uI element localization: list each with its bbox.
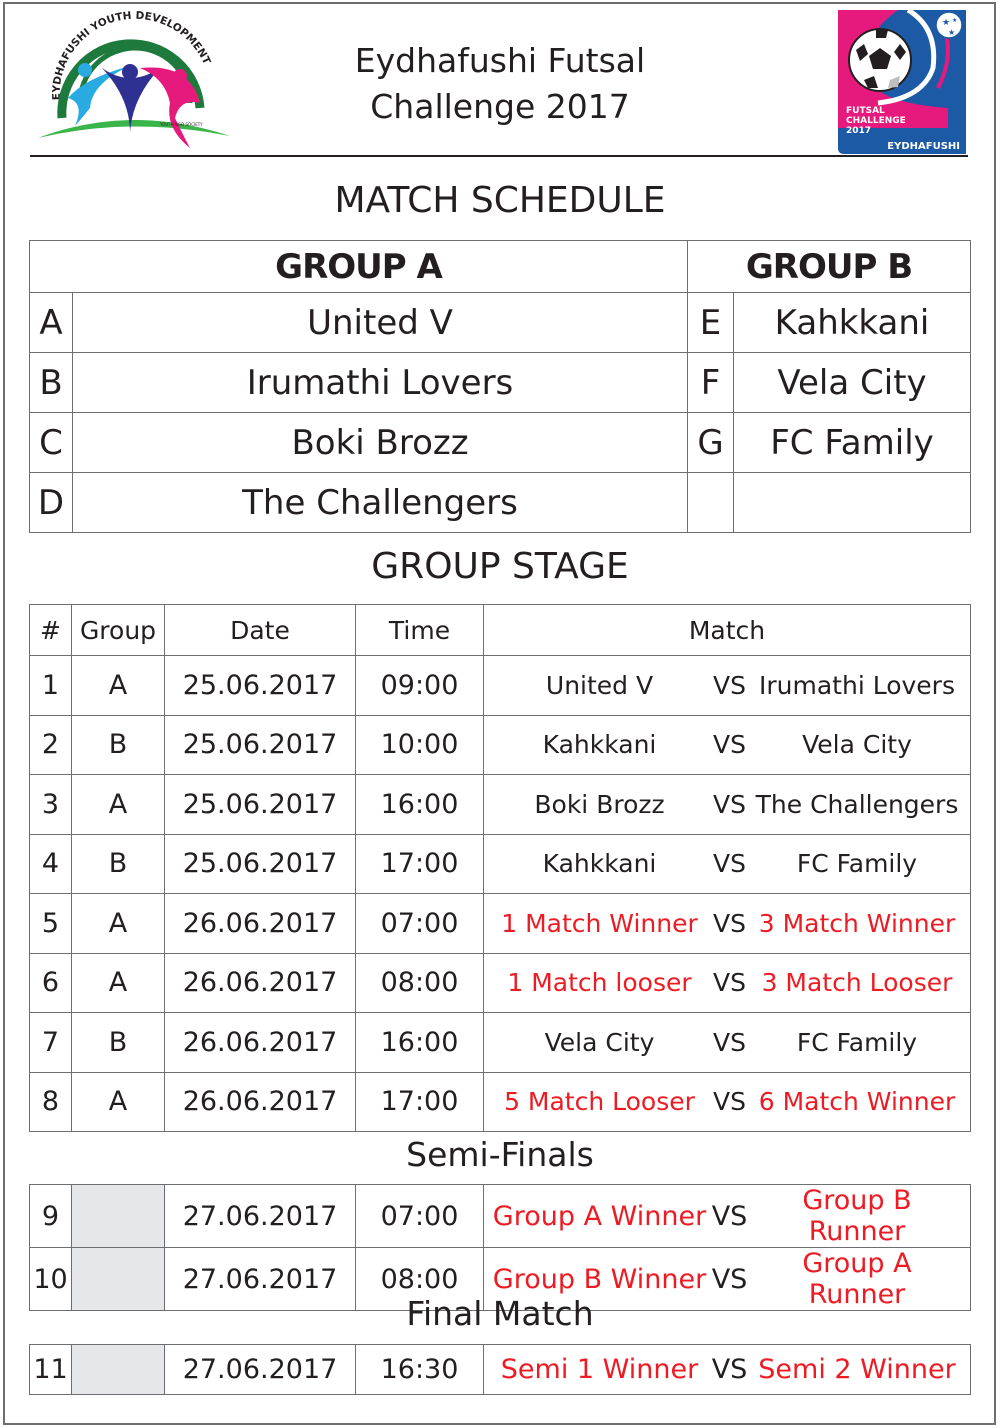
match-group: A	[72, 775, 165, 835]
empty-letter-cell	[688, 473, 734, 533]
match-pairing	[484, 1345, 970, 1394]
table-row	[30, 894, 971, 954]
final-match-title: Final Match	[406, 1294, 594, 1333]
team-name: FC Family	[734, 413, 971, 473]
team-letter: E	[688, 293, 734, 353]
table-row	[30, 775, 971, 835]
header-divider	[30, 155, 968, 157]
match-pairing	[484, 775, 970, 834]
match-group	[72, 1185, 165, 1248]
home-team: Group B Winner	[492, 1263, 707, 1295]
vs-label: VS	[713, 670, 746, 700]
match-cell	[484, 1072, 971, 1132]
match-date: 27.06.2017	[165, 1248, 356, 1311]
match-time: 17:00	[356, 834, 484, 894]
match-number: 10	[30, 1248, 72, 1311]
match-date: 26.06.2017	[165, 1013, 356, 1073]
table-row	[30, 1072, 971, 1132]
match-cell	[484, 953, 971, 1013]
team-letter: C	[30, 413, 73, 473]
home-team: Vela City	[544, 1027, 655, 1057]
logo-line-3: 2017	[846, 126, 872, 136]
team-letter: F	[688, 353, 734, 413]
match-time: 08:00	[356, 953, 484, 1013]
away-team: 3 Match Looser	[761, 968, 953, 998]
title-line-2: Challenge 2017	[370, 87, 630, 126]
stars-ball-icon	[936, 12, 962, 38]
match-date: 26.06.2017	[165, 894, 356, 954]
team-name: Irumathi Lovers	[73, 353, 688, 413]
match-number: 2	[30, 715, 72, 775]
match-date: 26.06.2017	[165, 1072, 356, 1132]
match-time: 16:00	[356, 775, 484, 835]
table-row	[30, 715, 971, 775]
page-title	[250, 38, 750, 130]
match-time: 16:00	[356, 1013, 484, 1073]
match-date: 27.06.2017	[165, 1345, 356, 1395]
away-team: 3 Match Winner	[758, 908, 956, 938]
vs-label: VS	[713, 908, 746, 938]
col-header-group: Group	[72, 605, 165, 656]
match-pairing	[484, 835, 970, 894]
group-b-header: GROUP B	[688, 241, 971, 293]
team-letter: A	[30, 293, 73, 353]
table-header-row	[30, 605, 971, 656]
match-number: 1	[30, 656, 72, 716]
match-group: A	[72, 656, 165, 716]
table-row	[30, 1345, 971, 1395]
match-number: 7	[30, 1013, 72, 1073]
home-team: Boki Brozz	[534, 789, 665, 819]
teams-table	[29, 240, 971, 533]
vs-label: VS	[711, 1354, 748, 1385]
match-time: 08:00	[356, 1248, 484, 1311]
col-header-num: #	[30, 605, 72, 656]
match-number: 3	[30, 775, 72, 835]
vs-label: VS	[711, 1200, 748, 1232]
svg-text:★: ★	[948, 28, 956, 37]
match-group	[72, 1345, 165, 1395]
match-date: 25.06.2017	[165, 834, 356, 894]
futsal-challenge-logo	[838, 8, 966, 154]
away-team: Irumathi Lovers	[759, 670, 955, 700]
match-number: 11	[30, 1345, 72, 1395]
away-team: Group B Runner	[802, 1185, 912, 1247]
semi-finals-title: Semi-Finals	[406, 1135, 594, 1174]
match-date: 27.06.2017	[165, 1185, 356, 1248]
match-cell	[484, 1185, 971, 1248]
match-schedule-title: MATCH SCHEDULE	[334, 180, 666, 221]
match-group: A	[72, 1072, 165, 1132]
match-pairing	[484, 1185, 970, 1247]
match-group: B	[72, 715, 165, 775]
match-group: B	[72, 834, 165, 894]
away-team: Group A Runner	[802, 1248, 912, 1310]
soccer-ball-icon	[849, 29, 911, 91]
home-team: Group A Winner	[492, 1200, 707, 1232]
match-cell	[484, 894, 971, 954]
away-team: Semi 2 Winner	[758, 1354, 956, 1385]
empty-team-cell	[734, 473, 971, 533]
match-cell	[484, 775, 971, 835]
match-number: 5	[30, 894, 72, 954]
team-name: Boki Brozz	[73, 413, 688, 473]
match-cell	[484, 656, 971, 716]
match-pairing	[484, 716, 970, 775]
away-team: FC Family	[796, 1027, 918, 1057]
team-name: Kahkkani	[734, 293, 971, 353]
logo-arc-text: EYDHAFUSHI YOUTH DEVELOPMENT	[50, 9, 213, 101]
match-cell	[484, 834, 971, 894]
match-date: 26.06.2017	[165, 953, 356, 1013]
title-line-1: Eydhafushi Futsal	[354, 41, 646, 80]
match-date: 25.06.2017	[165, 656, 356, 716]
home-team: United V	[545, 670, 654, 700]
svg-text:★: ★	[942, 18, 951, 28]
match-pairing	[484, 1013, 970, 1072]
group-stage-title: GROUP STAGE	[371, 546, 629, 587]
match-number: 8	[30, 1072, 72, 1132]
away-team: The Challengers	[755, 789, 959, 819]
vs-label: VS	[713, 789, 746, 819]
team-name: The Challengers	[73, 473, 688, 533]
home-team: 5 Match Looser	[504, 1087, 695, 1117]
vs-label: VS	[713, 968, 746, 998]
table-row	[30, 834, 971, 894]
match-time: 07:00	[356, 894, 484, 954]
team-letter: G	[688, 413, 734, 473]
match-cell	[484, 715, 971, 775]
match-number: 6	[30, 953, 72, 1013]
away-team: FC Family	[796, 849, 918, 879]
team-row	[30, 473, 971, 533]
vs-label: VS	[713, 849, 746, 879]
match-pairing	[484, 894, 970, 953]
match-group: B	[72, 1013, 165, 1073]
logo-sub-text: YOUTH NGO SOCIETY	[160, 122, 203, 127]
match-time: 16:30	[356, 1345, 484, 1395]
home-team: 1 Match Winner	[501, 908, 698, 938]
vs-label: VS	[711, 1263, 748, 1295]
table-row	[30, 1013, 971, 1073]
home-team: Kahkkani	[542, 730, 657, 760]
col-header-date: Date	[165, 605, 356, 656]
group-a-header: GROUP A	[30, 241, 688, 293]
team-letter: B	[30, 353, 73, 413]
header	[0, 0, 1000, 160]
match-date: 25.06.2017	[165, 715, 356, 775]
vs-label: VS	[713, 1027, 746, 1057]
col-header-match: Match	[484, 605, 971, 656]
table-row	[30, 1185, 971, 1248]
match-pairing	[484, 656, 970, 715]
table-row	[30, 656, 971, 716]
vs-label: VS	[713, 730, 746, 760]
logo-banner: EYDHAFUSHI	[887, 141, 960, 152]
col-header-time: Time	[356, 605, 484, 656]
home-team: Semi 1 Winner	[500, 1354, 699, 1385]
team-row	[30, 293, 971, 353]
logo-line-2: CHALLENGE	[846, 116, 906, 126]
team-row	[30, 353, 971, 413]
match-pairing	[484, 954, 970, 1013]
match-time: 17:00	[356, 1072, 484, 1132]
svg-text:★: ★	[952, 17, 958, 24]
match-group: A	[72, 953, 165, 1013]
away-team: Vela City	[802, 730, 912, 760]
home-team: Kahkkani	[542, 849, 657, 879]
table-row	[30, 953, 971, 1013]
home-team: 1 Match looser	[507, 968, 692, 998]
match-cell	[484, 1013, 971, 1073]
team-row	[30, 413, 971, 473]
match-group: A	[72, 894, 165, 954]
group-stage-table	[29, 604, 971, 1132]
match-pairing	[484, 1073, 970, 1132]
match-number: 9	[30, 1185, 72, 1248]
away-team: 6 Match Winner	[758, 1087, 956, 1117]
vs-label: VS	[713, 1087, 746, 1117]
match-time: 10:00	[356, 715, 484, 775]
semi-finals-table	[29, 1184, 971, 1311]
team-name: Vela City	[734, 353, 971, 413]
match-number: 4	[30, 834, 72, 894]
match-cell	[484, 1345, 971, 1395]
team-name: United V	[73, 293, 688, 353]
match-time: 07:00	[356, 1185, 484, 1248]
match-time: 09:00	[356, 656, 484, 716]
final-match-table	[29, 1344, 971, 1395]
team-letter: D	[30, 473, 73, 533]
youth-development-logo	[30, 8, 230, 153]
match-date: 25.06.2017	[165, 775, 356, 835]
logo-line-1: FUTSAL	[846, 106, 885, 116]
